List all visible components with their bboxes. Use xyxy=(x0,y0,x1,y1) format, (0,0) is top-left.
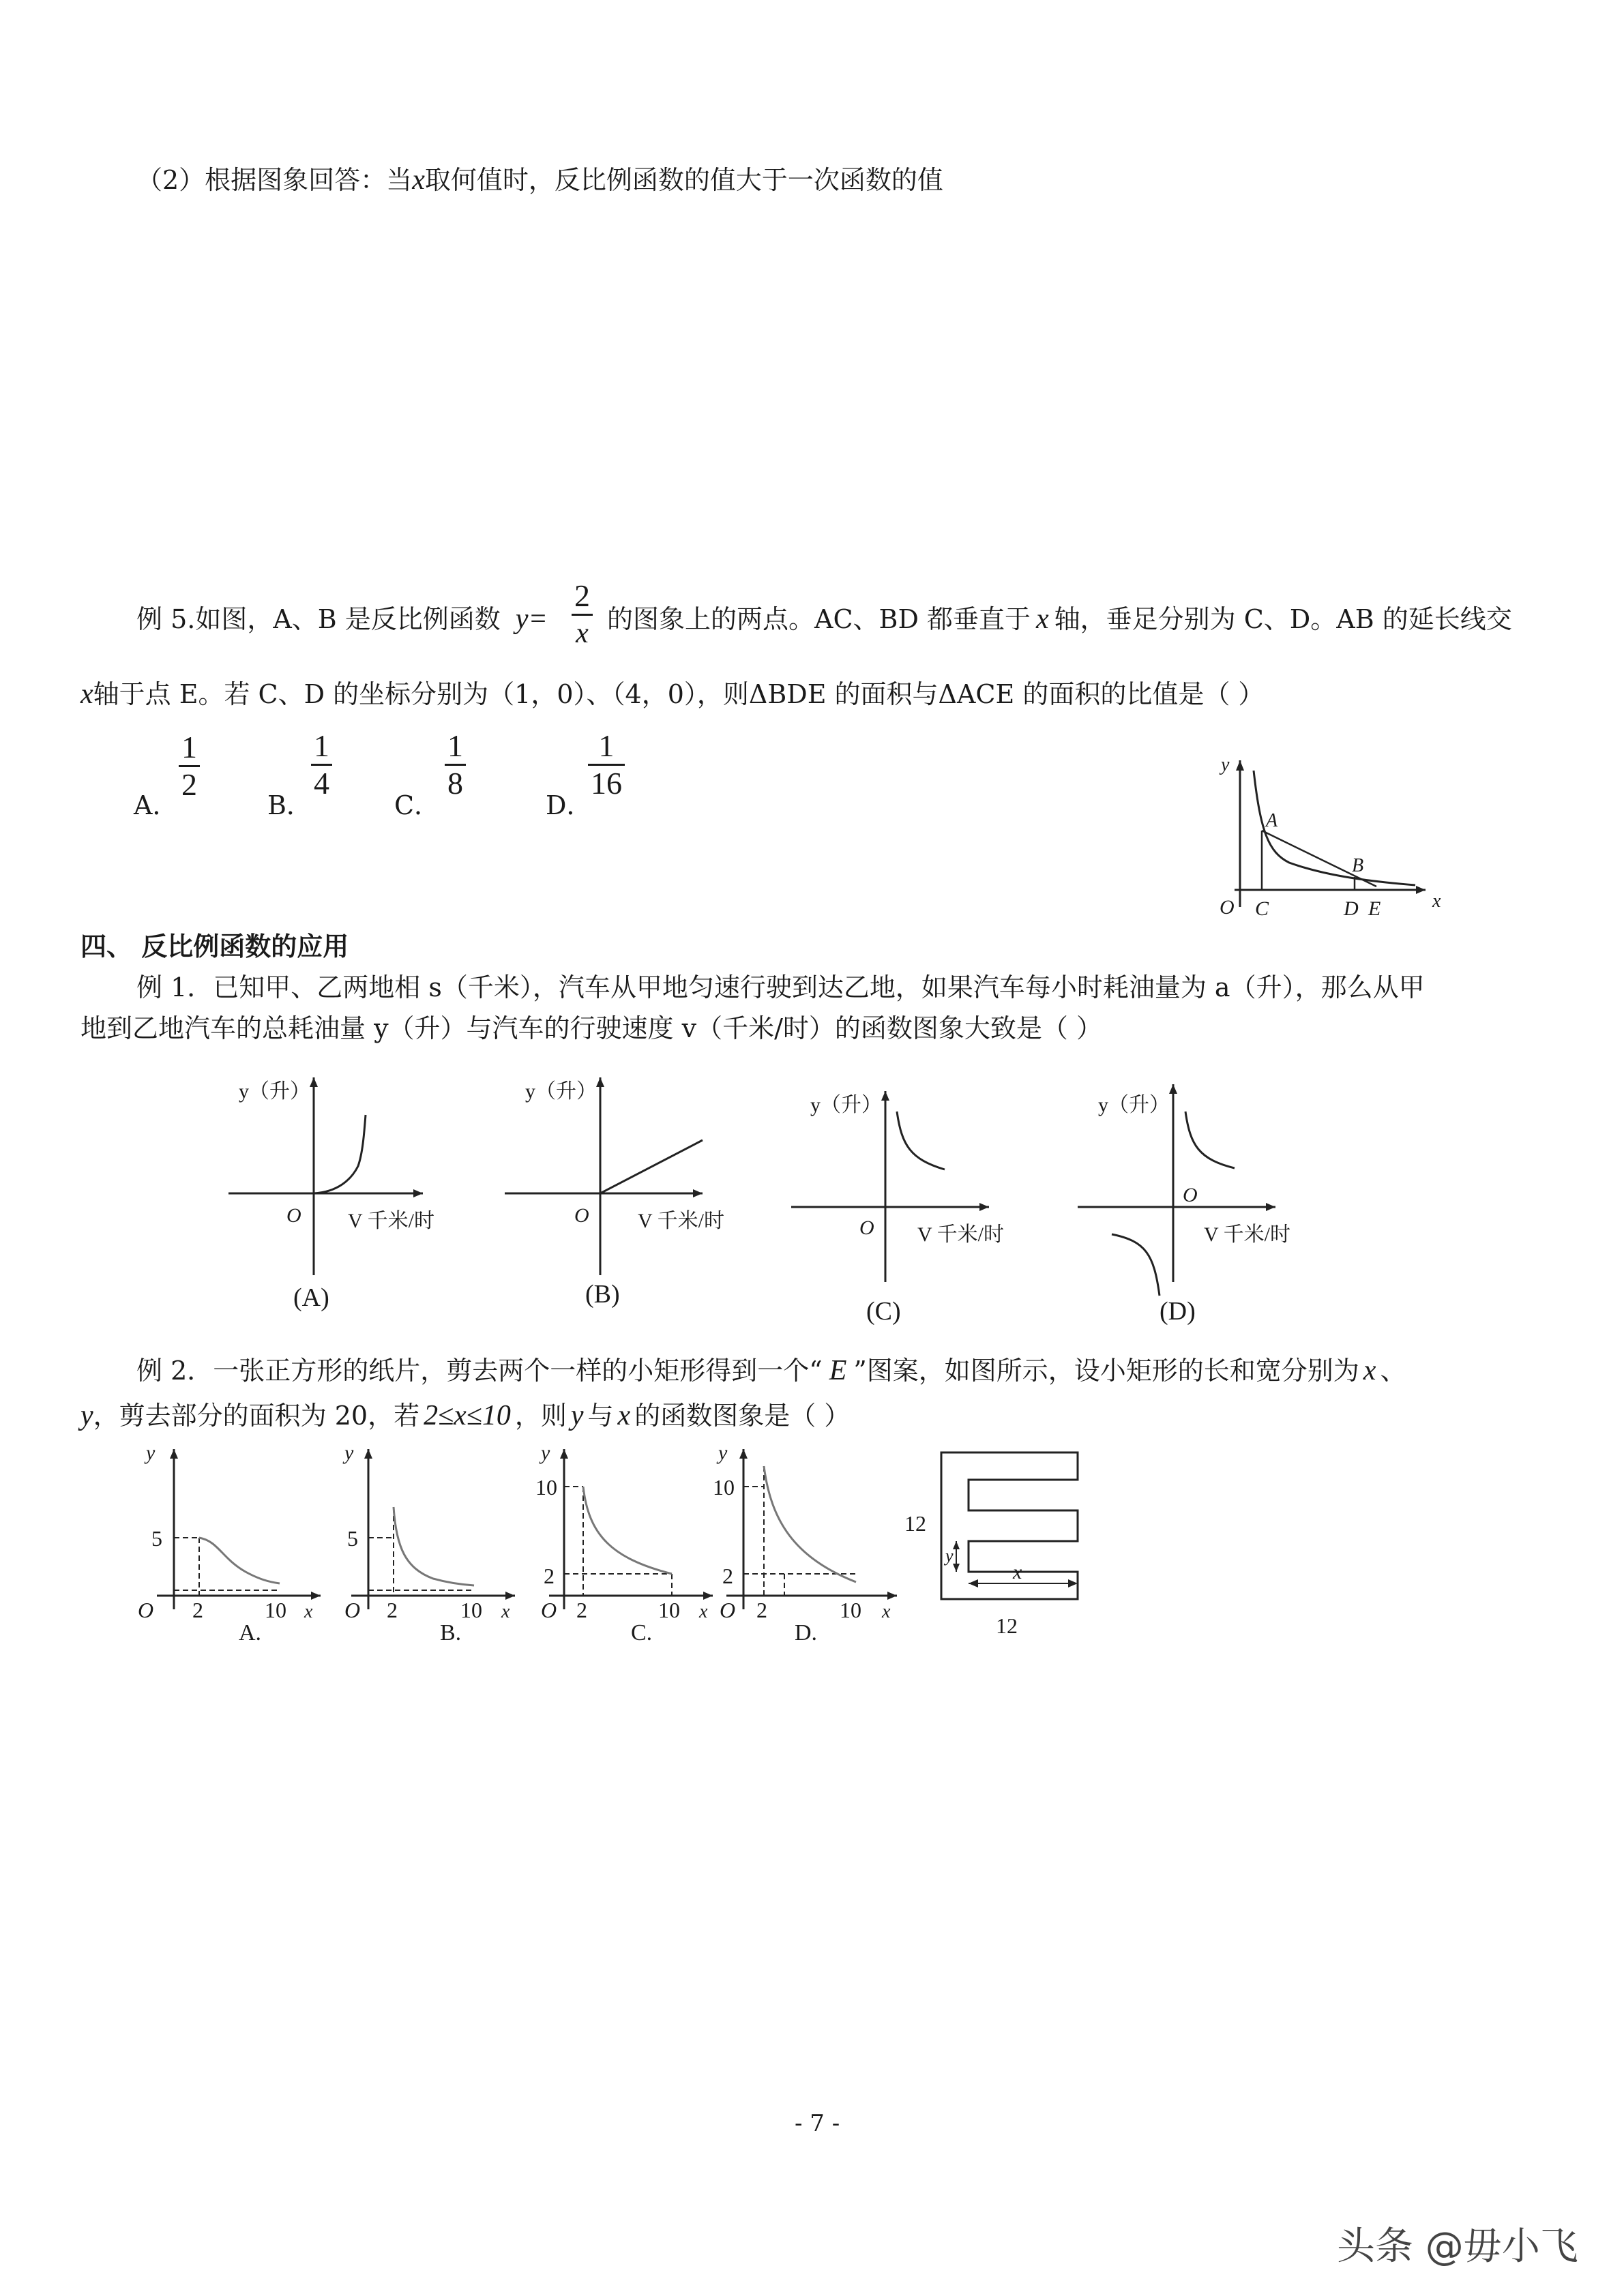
ex1-d-caption: (D) xyxy=(1160,1297,1196,1326)
ex2-a-xt2: 10 xyxy=(265,1598,286,1622)
ex5-fig-d: D xyxy=(1344,897,1359,920)
ex2-d-y: y xyxy=(718,1442,728,1464)
ex1-a-xlabel: V 千米/时 xyxy=(348,1210,434,1232)
ex2-b-ytick: 5 xyxy=(347,1526,358,1551)
ex5-option-c: C． xyxy=(394,790,441,820)
ex5-fig-b: B xyxy=(1352,855,1364,876)
ex5-fig-c: C xyxy=(1255,897,1269,920)
section-4-title: 四、 反比例函数的应用 xyxy=(80,931,349,961)
ex2-e-side: 12 xyxy=(904,1511,926,1536)
q2-rest: 取何值时，反比例函数的值大于一次函数的值 xyxy=(424,165,943,195)
ex1-line1: 例 1．已知甲、乙两地相 s（千米），汽车从甲地匀速行驶到达乙地，如果汽车每小时耗油量为 a（升），那么从甲 xyxy=(136,972,1425,1002)
ex2-a-o: O xyxy=(138,1598,154,1622)
ex1-b-caption: (B) xyxy=(585,1280,620,1309)
ex5-option-a: A． xyxy=(134,790,179,820)
ex2-c-caption: C. xyxy=(631,1620,653,1645)
q2-label: （2）根据图象回答：当 xyxy=(136,165,413,195)
ex1-a-ylabel: y（升） xyxy=(239,1080,310,1103)
watermark: 头条 @毋小飞 xyxy=(1337,2224,1578,2269)
ex5-option-b-frac: $\frac{1}{4}$ xyxy=(311,728,332,801)
ex2-a-xt1: 2 xyxy=(192,1598,203,1622)
ex2-c-xt1: 2 xyxy=(576,1598,587,1622)
ex5-option-a-frac: $\frac{1}{2}$ xyxy=(179,730,200,803)
ex1-graph-a xyxy=(218,1064,464,1312)
ex2-e-y: y xyxy=(945,1546,954,1566)
question-2: （2）根据图象回答：当x取何值时，反比例函数的值大于一次函数的值 xyxy=(136,164,943,196)
ex2-e-figure xyxy=(894,1439,1084,1643)
ex5-option-c-frac: $\frac{1}{8}$ xyxy=(445,728,466,801)
ex2-d-o: O xyxy=(720,1598,736,1622)
ex5-fraction: $\frac{2}{x}$ xyxy=(572,578,593,651)
ex2-c-x: x xyxy=(699,1601,708,1622)
ex1-a-origin: O xyxy=(286,1204,301,1227)
ex1-c-ylabel: y（升） xyxy=(810,1094,882,1116)
ex1-graph-b xyxy=(498,1064,757,1309)
ex2-b-x: x xyxy=(501,1601,510,1622)
ex2-a-caption: A. xyxy=(239,1620,262,1645)
ex1-graph-c xyxy=(784,1071,1044,1326)
ex1-d-xlabel: V 千米/时 xyxy=(1204,1223,1290,1246)
ex2-b-y: y xyxy=(344,1442,354,1464)
ex1-d-ylabel: y（升） xyxy=(1098,1094,1170,1116)
ex5-option-d-frac: $\frac{1}{16}$ xyxy=(588,728,625,801)
ex1-c-xlabel: V 千米/时 xyxy=(917,1223,1004,1246)
ex2-c-xt2: 10 xyxy=(658,1598,680,1622)
ex5-option-d: D． xyxy=(546,790,593,820)
ex2-b-o: O xyxy=(344,1598,361,1622)
ex5-fig-e: E xyxy=(1368,897,1381,920)
ex5-line1-a: 例 5.如图，A、B 是反比例函数 y= xyxy=(136,603,548,635)
ex1-b-xlabel: V 千米/时 xyxy=(638,1210,724,1232)
ex5-fig-x: x xyxy=(1432,891,1441,912)
ex2-c-o: O xyxy=(541,1598,557,1622)
ex2-graph-d xyxy=(713,1439,904,1643)
ex2-line1: 例 2．一张正方形的纸片，剪去两个一样的小矩形得到一个“ E ”图案，如图所示，设小矩形的长和宽分别为 x 、 xyxy=(136,1355,1406,1386)
ex2-a-x: x xyxy=(304,1601,313,1622)
ex1-a-caption: (A) xyxy=(293,1283,329,1312)
ex5-option-b: B． xyxy=(267,790,312,820)
ex2-e-x: x xyxy=(1013,1561,1022,1583)
ex2-b-xt1: 2 xyxy=(387,1598,398,1622)
ex2-graph-c xyxy=(535,1439,726,1643)
ex1-graph-d xyxy=(1071,1071,1337,1326)
ex2-c-y: y xyxy=(541,1442,550,1464)
ex1-b-ylabel: y（升） xyxy=(525,1080,597,1103)
ex2-graph-a xyxy=(136,1439,327,1643)
ex2-e-bottom: 12 xyxy=(996,1613,1018,1638)
ex2-line2: y，剪去部分的面积为 20，若 2≤x≤10 ，则 y 与 x 的函数图象是（ ） xyxy=(80,1400,851,1431)
ex2-c-ytick: 2 xyxy=(544,1564,555,1588)
page-number: - 7 - xyxy=(795,2110,840,2137)
ex1-line2: 地到乙地汽车的总耗油量 y（升）与汽车的行驶速度 v（千米/时）的函数图象大致是（ ） xyxy=(80,1013,1102,1043)
ex2-d-xt2: 10 xyxy=(840,1598,861,1622)
ex2-a-ytick: 5 xyxy=(151,1526,162,1551)
ex2-a-y: y xyxy=(146,1442,156,1464)
ex2-d-x: x xyxy=(882,1601,891,1622)
ex2-graph-b xyxy=(338,1439,529,1643)
ex2-d-ytickhi: 10 xyxy=(713,1475,735,1500)
ex1-d-origin: O xyxy=(1183,1184,1198,1206)
ex2-d-ytick: 2 xyxy=(722,1564,733,1588)
ex5-line2: x轴于点 E。若 C、D 的坐标分别为（1，0）、（4，0），则ΔBDE 的面积与ΔACE 的面积的比值是（ ） xyxy=(80,679,1265,710)
ex1-b-origin: O xyxy=(574,1204,589,1227)
ex5-figure xyxy=(1207,750,1480,927)
ex2-d-caption: D. xyxy=(795,1620,818,1645)
ex5-fig-o: O xyxy=(1220,896,1235,919)
ex2-c-ytickhi: 10 xyxy=(535,1475,557,1500)
ex1-c-caption: (C) xyxy=(866,1297,901,1326)
ex5-fig-y: y xyxy=(1221,754,1230,775)
ex1-c-origin: O xyxy=(859,1217,874,1239)
ex2-b-caption: B. xyxy=(440,1620,462,1645)
ex5-line1-b: 的图象上的两点。AC、BD 都垂直于 x 轴，垂足分别为 C、D。AB 的延长线交 xyxy=(607,603,1512,635)
ex5-fig-a: A xyxy=(1266,810,1278,831)
ex2-d-xt1: 2 xyxy=(756,1598,767,1622)
ex2-b-xt2: 10 xyxy=(460,1598,482,1622)
